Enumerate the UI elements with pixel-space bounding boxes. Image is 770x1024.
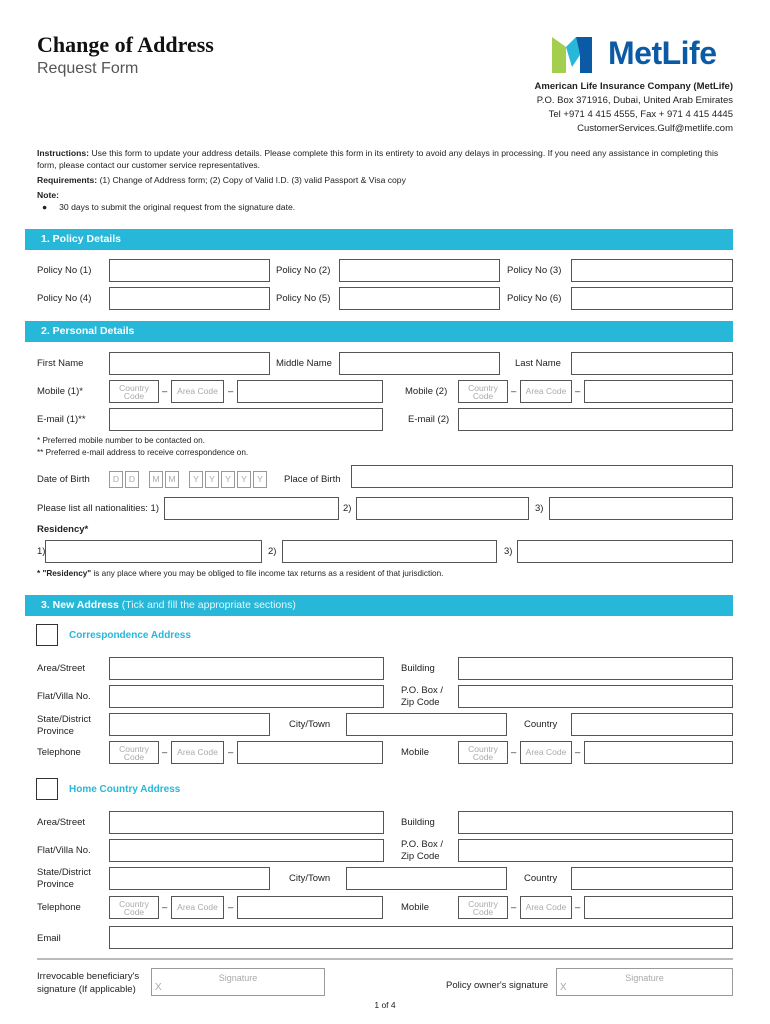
home-flat-villa-label: Flat/Villa No. xyxy=(37,845,91,856)
dob-month-2[interactable]: M xyxy=(165,471,179,488)
home-country-checkbox[interactable] xyxy=(36,778,58,800)
owner-signature-label: Policy owner's signature xyxy=(446,980,549,991)
note-text: 30 days to submit the original request from the signature date. xyxy=(59,202,296,212)
logo-text: MetLife xyxy=(608,35,717,71)
home-mobile-country-code[interactable]: Country Code xyxy=(458,896,508,919)
residency-2-input[interactable] xyxy=(282,540,497,563)
beneficiary-signature-label xyxy=(37,970,139,996)
signature-placeholder: Signature xyxy=(218,973,258,983)
dob-year-5[interactable]: Y xyxy=(253,471,267,488)
page-subtitle: Request Form xyxy=(37,60,139,77)
nationality-2-label: 2) xyxy=(343,503,352,514)
instructions xyxy=(37,147,737,171)
email-1-input[interactable] xyxy=(109,408,383,431)
dob-day-1[interactable]: D xyxy=(109,471,123,488)
residency-1-input[interactable] xyxy=(45,540,262,563)
nationality-2-input[interactable] xyxy=(356,497,529,520)
instructions-text: Use this form to update your address details. Please complete this form in its entirety to avoid any delays in processing. If you need any assistance in completing this form, please contact our customer service representatives. xyxy=(37,148,719,170)
corr-country-input[interactable] xyxy=(571,713,733,736)
policy-no-4-label: Policy No (4) xyxy=(37,293,92,304)
corr-telephone-label: Telephone xyxy=(37,747,81,758)
nationalities-label: Please list all nationalities: 1) xyxy=(37,503,159,514)
home-tel-number[interactable] xyxy=(237,896,383,919)
state-district-text: State/District xyxy=(37,714,91,725)
correspondence-checkbox[interactable] xyxy=(36,624,58,646)
home-state-label xyxy=(37,867,91,891)
middle-name-input[interactable] xyxy=(339,352,500,375)
company-name: American Life Insurance Company (MetLife) xyxy=(534,81,733,92)
dash: – xyxy=(575,902,581,913)
requirements-text: (1) Change of Address form; (2) Copy of Valid I.D. (3) valid Passport & Visa copy xyxy=(99,175,406,185)
corr-city-label: City/Town xyxy=(289,719,331,730)
corr-area-street-label: Area/Street xyxy=(37,663,86,674)
dash: – xyxy=(511,902,517,913)
beneficiary-signature-box[interactable] xyxy=(151,968,325,996)
corr-po-box-input[interactable] xyxy=(458,685,733,708)
correspondence-heading: Correspondence Address xyxy=(69,630,191,641)
last-name-input[interactable] xyxy=(571,352,733,375)
corr-mobile-area-code[interactable]: Area Code xyxy=(520,741,572,764)
dash: – xyxy=(511,747,517,758)
state-district-text: State/District xyxy=(37,867,91,878)
nationality-3-input[interactable] xyxy=(549,497,733,520)
home-telephone-label: Telephone xyxy=(37,902,81,913)
section-policy-details xyxy=(25,229,733,250)
section-title: 2. Personal Details xyxy=(41,325,135,337)
home-email-label: Email xyxy=(37,933,61,944)
mobile-2-country-code[interactable]: Country Code xyxy=(458,380,508,403)
dob-year-2[interactable]: Y xyxy=(205,471,219,488)
page-number: 1 of 4 xyxy=(374,1000,396,1010)
corr-mobile-country-code[interactable]: Country Code xyxy=(458,741,508,764)
home-area-street-input[interactable] xyxy=(109,811,384,834)
residency-note xyxy=(37,569,443,578)
home-email-input[interactable] xyxy=(109,926,733,949)
section-title-hint: (Tick and fill the appropriate sections) xyxy=(121,599,296,611)
home-po-box-input[interactable] xyxy=(458,839,733,862)
dob-year-1[interactable]: Y xyxy=(189,471,203,488)
corr-state-input[interactable] xyxy=(109,713,270,736)
dash: – xyxy=(575,386,581,397)
mobile-1-area-code[interactable]: Area Code xyxy=(171,380,224,403)
home-country-heading: Home Country Address xyxy=(69,784,181,795)
policy-no-3-input[interactable] xyxy=(571,259,733,282)
mobile-1-number[interactable] xyxy=(237,380,383,403)
instructions-label: Instructions: xyxy=(37,148,90,158)
policy-no-1-label: Policy No (1) xyxy=(37,265,92,276)
home-po-box-label xyxy=(401,839,443,863)
dash: – xyxy=(162,386,168,397)
dash: – xyxy=(575,747,581,758)
last-name-label: Last Name xyxy=(515,358,561,369)
corr-mobile-label: Mobile xyxy=(401,747,429,758)
corr-city-input[interactable] xyxy=(346,713,507,736)
page-title: Change of Address xyxy=(37,32,214,57)
section-new-address xyxy=(25,595,733,616)
policy-no-6-input[interactable] xyxy=(571,287,733,310)
metlife-logo-icon xyxy=(552,33,602,73)
note-label: Note: xyxy=(37,190,59,200)
home-city-input[interactable] xyxy=(346,867,507,890)
home-building-input[interactable] xyxy=(458,811,733,834)
dash: – xyxy=(162,747,168,758)
home-mobile-number[interactable] xyxy=(584,896,733,919)
policy-no-2-input[interactable] xyxy=(339,259,500,282)
residency-note-bold: * "Residency" xyxy=(37,569,92,578)
dash: – xyxy=(228,747,234,758)
corr-building-input[interactable] xyxy=(458,657,733,680)
home-country-input[interactable] xyxy=(571,867,733,890)
requirements xyxy=(37,174,737,186)
signature-x: X xyxy=(560,982,567,993)
policy-no-4-input[interactable] xyxy=(109,287,270,310)
corr-flat-villa-input[interactable] xyxy=(109,685,384,708)
residency-1-label: 1) xyxy=(37,546,46,557)
mobile-2-label: Mobile (2) xyxy=(405,386,448,397)
policy-no-5-label: Policy No (5) xyxy=(276,293,331,304)
home-mobile-label: Mobile xyxy=(401,902,429,913)
dash: – xyxy=(511,386,517,397)
home-state-input[interactable] xyxy=(109,867,270,890)
policy-no-5-input[interactable] xyxy=(339,287,500,310)
home-building-label: Building xyxy=(401,817,435,828)
policy-no-1-input[interactable] xyxy=(109,259,270,282)
note-item: ● 30 days to submit the original request from the signature date. xyxy=(42,202,296,212)
signature-x: X xyxy=(155,982,162,993)
home-flat-villa-input[interactable] xyxy=(109,839,384,862)
policy-no-6-label: Policy No (6) xyxy=(507,293,562,304)
zip-code-text: Zip Code xyxy=(401,697,440,708)
home-area-street-label: Area/Street xyxy=(37,817,86,828)
province-text: Province xyxy=(37,879,74,890)
corr-po-box-label xyxy=(401,685,443,709)
residency-3-label: 3) xyxy=(504,546,513,557)
zip-code-text: Zip Code xyxy=(401,851,440,862)
corr-flat-villa-label: Flat/Villa No. xyxy=(37,691,91,702)
policy-no-3-label: Policy No (3) xyxy=(507,265,562,276)
home-tel-area-code[interactable]: Area Code xyxy=(171,896,224,919)
corr-country-label: Country xyxy=(524,719,558,730)
company-tel-fax: Tel +971 4 415 4555, Fax + 971 4 415 4445 xyxy=(548,109,733,120)
po-box-text: P.O. Box / xyxy=(401,839,444,850)
metlife-logo xyxy=(552,33,737,73)
corr-tel-country-code[interactable]: Country Code xyxy=(109,741,159,764)
corr-mobile-number[interactable] xyxy=(584,741,733,764)
dob-day-2[interactable]: D xyxy=(125,471,139,488)
corr-tel-number[interactable] xyxy=(237,741,383,764)
policy-no-2-label: Policy No (2) xyxy=(276,265,331,276)
email-2-input[interactable] xyxy=(458,408,733,431)
home-country-label: Country xyxy=(524,873,558,884)
footnote-mobile: * Preferred mobile number to be contacted on. xyxy=(37,436,205,445)
section-title: 3. New Address xyxy=(41,599,119,611)
residency-2-label: 2) xyxy=(268,546,277,557)
corr-building-label: Building xyxy=(401,663,435,674)
section-title: 1. Policy Details xyxy=(41,233,121,245)
dash: – xyxy=(162,902,168,913)
residency-note-text: is any place where you may be obliged to file income tax returns as a resident of that jurisdiction. xyxy=(93,569,444,578)
mobile-2-area-code[interactable]: Area Code xyxy=(520,380,572,403)
beneficiary-line-1: Irrevocable beneficiary's xyxy=(37,971,140,982)
company-po-box: P.O. Box 371916, Dubai, United Arab Emirates xyxy=(536,95,733,106)
company-email: CustomerServices.Gulf@metlife.com xyxy=(577,123,733,134)
home-tel-country-code[interactable]: Country Code xyxy=(109,896,159,919)
requirements-label: Requirements: xyxy=(37,175,98,185)
dash: – xyxy=(228,902,234,913)
divider xyxy=(37,958,733,960)
nationality-3-label: 3) xyxy=(535,503,544,514)
place-of-birth-input[interactable] xyxy=(351,465,733,488)
nationality-1-input[interactable] xyxy=(164,497,339,520)
section-personal-details xyxy=(25,321,733,342)
corr-tel-area-code[interactable]: Area Code xyxy=(171,741,224,764)
first-name-input[interactable] xyxy=(109,352,270,375)
first-name-label: First Name xyxy=(37,358,84,369)
province-text: Province xyxy=(37,726,74,737)
email-2-label: E-mail (2) xyxy=(408,414,450,425)
dob-month-1[interactable]: M xyxy=(149,471,163,488)
owner-signature-box[interactable] xyxy=(556,968,733,996)
corr-area-street-input[interactable] xyxy=(109,657,384,680)
dob-label: Date of Birth xyxy=(37,474,90,485)
mobile-1-label: Mobile (1)* xyxy=(37,386,83,397)
signature-placeholder: Signature xyxy=(625,973,664,983)
email-1-label: E-mail (1)** xyxy=(37,414,86,425)
home-mobile-area-code[interactable]: Area Code xyxy=(520,896,572,919)
residency-label: Residency* xyxy=(37,524,89,535)
home-city-label: City/Town xyxy=(289,873,331,884)
mobile-1-country-code[interactable]: Country Code xyxy=(109,380,159,403)
dob-year-3[interactable]: Y xyxy=(221,471,235,488)
residency-3-input[interactable] xyxy=(517,540,733,563)
middle-name-label: Middle Name xyxy=(276,358,332,369)
mobile-2-number[interactable] xyxy=(584,380,733,403)
po-box-text: P.O. Box / xyxy=(401,685,444,696)
beneficiary-line-2: signature (If applicable) xyxy=(37,984,136,995)
place-of-birth-label: Place of Birth xyxy=(284,474,341,485)
footnote-email: ** Preferred e-mail address to receive correspondence on. xyxy=(37,448,249,457)
corr-state-label xyxy=(37,714,91,738)
dash: – xyxy=(228,386,234,397)
dob-year-4[interactable]: Y xyxy=(237,471,251,488)
